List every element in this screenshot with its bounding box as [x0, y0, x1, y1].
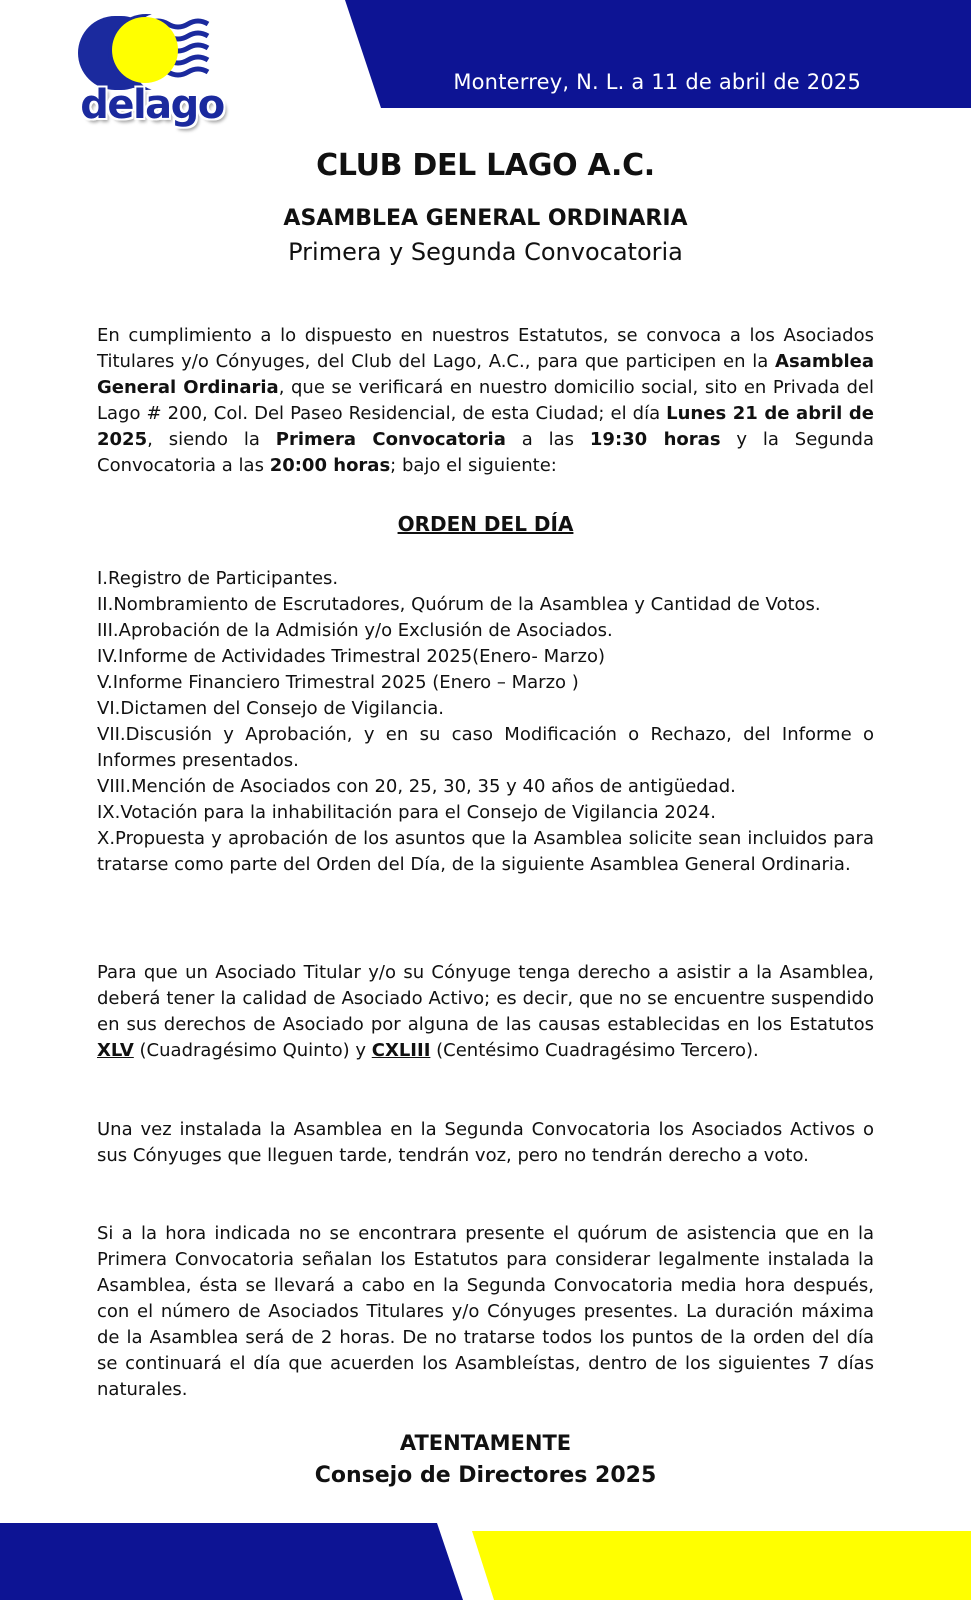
agenda-item: V.Informe Financiero Trimestral 2025 (Enero – Marzo ) [97, 672, 579, 693]
agenda-item: III.Aprobación de la Admisión y/o Exclusión de Asociados. [97, 620, 613, 641]
agenda-item: II.Nombramiento de Escrutadores, Quórum de la Asamblea y Cantidad de Votos. [97, 594, 821, 615]
agenda-item: X.Propuesta y aprobación de los asuntos que la Asamblea solicite sean incluidos para tratarse como parte del Orden del Día, de la siguiente Asamblea General Ordinaria. [97, 828, 874, 875]
date-line: Monterrey, N. L. a 11 de abril de 2025 [453, 70, 861, 94]
convocation-subtitle: Primera y Segunda Convocatoria [288, 238, 683, 266]
club-logo [76, 10, 228, 132]
agenda-list [97, 566, 874, 878]
footer-blue-band [0, 1523, 463, 1600]
intro-paragraph: En cumplimiento a lo dispuesto en nuestros Estatutos, se convoca a los Asociados Titulares y/o Cónyuges, del Club del Lago, A.C., para que participen en la Asamblea General Ordinaria, que se verificará en nuestro domicilio social, sito en Privada del Lago # 200, Col. Del Paseo Residencial, de esta Ciudad; el día Lunes 21 de abril de 2025, siendo la Primera Convocatoria a las 19:30 horas y la Segunda Convocatoria a las 20:00 horas; bajo el siguiente: [97, 325, 875, 476]
quorum-paragraph: Si a la hora indicada no se encontrara presente el quórum de asistencia que en la Primera Convocatoria señalan los Estatutos para considerar legalmente instalada la Asamblea, ésta se llevará a cabo en la Segunda Convocatoria media hora después, con el número de Asociados Titulares y/o Cónyuges presentes. La duración máxima de la Asamblea será de 2 horas. De no tratarse todos los puntos de la orden del día se continuará el día que acuerden los Asambleístas, dentro de los siguientes 7 días naturales. [97, 1223, 874, 1400]
closing-signatory: Consejo de Directores 2025 [314, 1463, 657, 1488]
footer-yellow-band [472, 1531, 971, 1600]
late-arrival-paragraph: Una vez instalada la Asamblea en la Segunda Convocatoria los Asociados Activos o sus Cónyuges que lleguen tarde, tendrán voz, pero no tendrán derecho a voto. [97, 1119, 874, 1166]
agenda-item: VII.Discusión y Aprobación, y en su caso Modificación o Rechazo, del Informe o Informes presentados. [97, 724, 874, 771]
assembly-title: ASAMBLEA GENERAL ORDINARIA [283, 206, 688, 231]
page-title: CLUB DEL LAGO A.C. [316, 148, 655, 183]
agenda-item: VIII.Mención de Asociados con 20, 25, 30, 35 y 40 años de antigüedad. [97, 776, 736, 797]
closing-salutation: ATENTAMENTE [399, 1431, 572, 1455]
logo-text: delago [80, 82, 224, 128]
agenda-item: I.Registro de Participantes. [97, 568, 339, 589]
agenda-item: IX.Votación para la inhabilitación para el Consejo de Vigilancia 2024. [97, 802, 716, 823]
agenda-item: IV.Informe de Actividades Trimestral 2025(Enero- Marzo) [97, 646, 606, 667]
agenda-heading: ORDEN DEL DÍA [397, 512, 574, 536]
agenda-item: VI.Dictamen del Consejo de Vigilancia. [97, 698, 444, 719]
eligibility-paragraph: Para que un Asociado Titular y/o su Cónyuge tenga derecho a asistir a la Asamblea, deberá tener la calidad de Asociado Activo; es decir, que no se encuentre suspendido en sus derechos de Asociado por alguna de las causas establecidas en los Estatutos XLV (Cuadragésimo Quinto) y CXLIII (Centésimo Cuadragésimo Tercero). [97, 962, 874, 1061]
